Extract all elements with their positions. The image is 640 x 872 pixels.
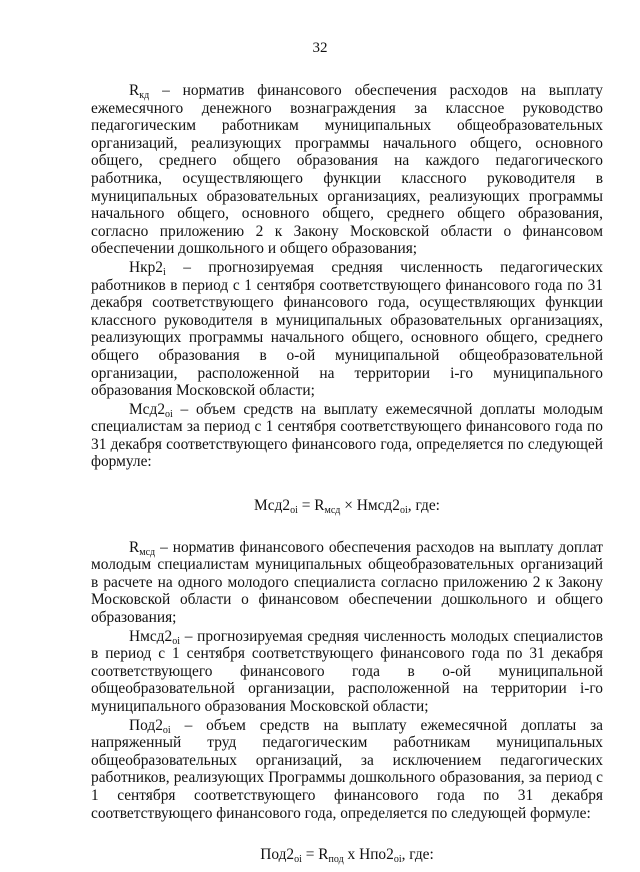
paragraph-rmsd-definition [91, 539, 603, 627]
definition-text: – прогнозируемая средняя численность молодых специалистов в период с 1 сентября соответствующего финансового года по 31 декабря соответствующего финансового года в о-ой муниципальной общеобразовательной организации, расположенной на территории i-го муниципального образования Московской области; [91, 627, 603, 715]
formula-subscript: oi [399, 505, 408, 517]
formula-msd [91, 497, 603, 515]
formula-term: Мсд2 [254, 497, 291, 515]
symbol-rmsd-subscript: мсд [139, 546, 156, 558]
symbol-nmsd: Нмсд2 [129, 627, 173, 645]
formula-subscript: мсд [324, 505, 341, 517]
symbol-msd: Мсд2 [129, 400, 166, 418]
paragraph-nmsd-definition [91, 628, 603, 716]
paragraph-pod-definition [91, 717, 603, 823]
symbol-nkr-subscript: i [162, 266, 166, 278]
formula-subscript: oi [294, 854, 302, 866]
definition-text: – прогнозируемая средняя численность педагогических работников в период с 1 сентября соответствующего финансового года по 31 декабря соответствующего финансового года, осуществляющих функции классного руководителя в муниципальных образовательных организациях, реализующих программы начального общего, основного общего, среднего общего образования в о-ой муниципальной общеобразовательной организации, расположенной на территории i-го муниципального образования Московской области; [91, 258, 603, 400]
symbol-pod: Под2 [129, 716, 163, 734]
formula-pod [91, 846, 603, 864]
symbol-nmsd-subscript: oi [172, 635, 180, 647]
formula-term: × Нмсд2 [340, 497, 400, 515]
definition-text: – объем средств на выплату ежемесячной доплаты молодым специалистам за период с 1 сентября соответствующего финансового года по 31 декабря соответствующего финансового года, определяется по следующей формуле: [91, 400, 603, 471]
formula-term: , где: [407, 497, 440, 515]
symbol-pod-subscript: oi [162, 724, 171, 736]
formula-term: = R [297, 497, 325, 515]
symbol-nkr: Нкр2 [129, 258, 163, 276]
formula-term: , где: [401, 846, 434, 864]
symbol-rkd: R [129, 82, 140, 99]
symbol-msd-subscript: oi [165, 408, 173, 420]
paragraph-rkd-definition [91, 82, 603, 258]
page-number: 32 [312, 40, 328, 56]
formula-term: Под2 [260, 846, 295, 864]
definition-text: – норматив финансового обеспечения расходов на выплату доплат молодым специалистам муниципальных общеобразовательных организаций в расчете на одного молодого специалиста согласно приложению 2 к Закону Московской области о финансовом обеспечении дошкольного и общего образования; [91, 538, 603, 627]
document-body [91, 82, 603, 864]
formula-subscript: под [328, 854, 344, 866]
symbol-rkd-subscript: кд [139, 90, 150, 101]
formula-term: х Нпо2 [343, 846, 394, 864]
formula-subscript: oi [290, 505, 298, 517]
paragraph-msd-definition [91, 401, 603, 471]
symbol-rmsd: R [129, 538, 140, 556]
paragraph-nkr-definition [91, 259, 603, 400]
formula-term: = R [301, 846, 329, 864]
formula-subscript: oi [393, 854, 402, 866]
definition-text: – норматив финансового обеспечения расходов на выплату ежемесячного денежного вознаграждения за классное руководство педагогическим работникам муниципальных общеобразовательных организаций, реализующих программы начального общего, основного общего, среднего общего образования на каждого педагогического работника, осуществляющего функции классного руководителя в муниципальных образовательных организациях, реализующих программы начального общего, основного общего, среднего общего образования, согласно приложению 2 к Закону Московской области о финансовом обеспечении дошкольного и общего образования; [91, 82, 603, 258]
definition-text: – объем средств на выплату ежемесячной доплаты за напряженный труд педагогическим работникам муниципальных общеобразовательных организаций, за исключением педагогических работников, реализующих Программы дошкольного образования, за период с 1 сентября соответствующего финансового года по 31 декабря соответствующего финансового года, определяется по следующей формуле: [91, 716, 603, 822]
